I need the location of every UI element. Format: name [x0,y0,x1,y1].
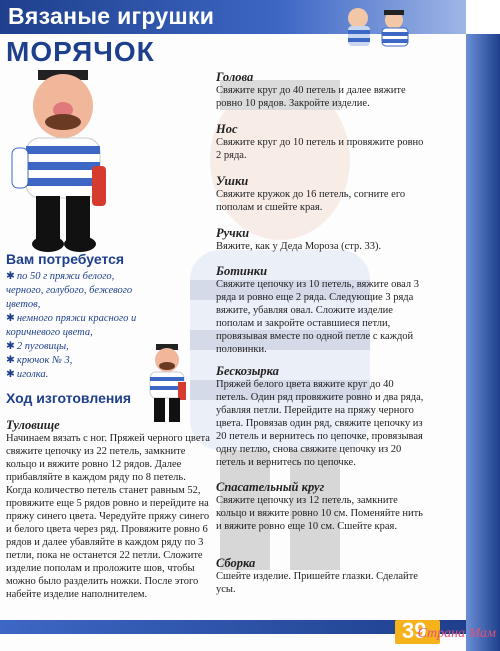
boots-heading: Ботинки [216,264,268,278]
page-header-title: Вязаные игрушки [8,3,215,29]
hands-heading: Ручки [216,226,250,240]
ears-heading: Ушки [216,174,249,188]
star-bullet-icon: ✱ [6,313,15,324]
header-toys-image [340,4,418,52]
assembly-heading: Сборка [216,556,256,570]
small-sailor-toy-photo [142,342,192,428]
ears-text: Свяжите кружок до 16 петель, согните его пополам и сшейте края. [216,189,406,213]
list-item: ✱ 2 пуговицы, [6,341,69,352]
boots-text: Свяжите цепочку из 10 петель, вяжите овал 3 ряда и ровно еще 2 ряда. Следующие 3 ряда вяжите, убавляя овал. Сложите изделие пополам и закройте оставшиеся петли, провязывая вместе по одной петле с каждой половинки. [216,279,420,355]
torso-text: Начинаем вязать с ног. Пряжей черного цвета свяжите цепочку из 22 петель, замкните кольцо и вяжите ровно 12 рядов. Далее прибавляйте в каждом ряду по 8 петель. Когда количество петель станет равным 52, провяжите еще 5 рядов ровно и перейдите на пряжу синего цвета. Чередуйте пряжу синего и белого цвета через ряд. Провяжите ровно 6 рядов и далее убавляйте в каждом ряду по 3 петли, пока не останется 22 петли. Сложите изделие пополам и проложите шов, чтобы можно было разделить ножки. После этого набейте изделие наполнителем. [6,433,210,600]
star-bullet-icon: ✱ [6,355,15,366]
footer [0,620,500,651]
right-strip-notch [466,0,500,34]
progress-heading: Ход изготовления [6,390,132,406]
list-item: ✱ немного пряжи красного и коричневого цвета, [6,313,137,338]
requirements-heading: Вам потребуется [6,251,125,267]
star-bullet-icon: ✱ [6,271,15,282]
list-item: ✱ по 50 г пряжи белого, черного, голубого, бежевого цветов, [6,271,133,310]
right-decor-strip [466,0,500,651]
lifebuoy-heading: Спасательный круг [216,480,325,494]
list-item: ✱ крючок № 3, [6,355,73,366]
watermark: Страна Мам [417,626,496,641]
assembly-text: Сшейте изделие. Пришейте глазки. Сделайте усы. [216,571,418,595]
requirements-list [6,270,154,382]
cap-heading: Бескозырка [216,364,279,378]
hands-text: Вяжите, как у Деда Мороза (стр. 33). [216,241,382,252]
torso-heading: Туловище [6,418,60,432]
nose-text: Свяжите круг до 10 петель и провяжите ровно 2 ряда. [216,137,424,161]
sailor-toy-photo [8,66,118,256]
head-heading: Голова [216,70,254,84]
list-item: ✱ иголка. [6,369,49,380]
page-number: 39 [402,618,427,643]
star-bullet-icon: ✱ [6,369,15,380]
nose-heading: Нос [216,122,238,136]
head-text: Свяжите круг до 40 петель и далее вяжите ровно 10 рядов. Закройте изделие. [216,85,406,109]
cap-text: Пряжей белого цвета вяжите круг до 40 петель. Один ряд провяжите ровно и два ряда, убавляя петли. Перейдите на пряжу черного цвета. Провязав один ряд, свяжите цепочку из 20 петель и вернитесь по цепочке, провязывая одну петлю, снова свяжите цепочку из 20 петель и вернитесь по цепочке. [216,379,424,468]
lifebuoy-text: Свяжите цепочку из 12 петель, замкните кольцо и вяжите ровно 10 см. Поменяйте нить и вяжите ровно еще 10 см. Сшейте края. [216,495,423,532]
star-bullet-icon: ✱ [6,341,15,352]
page-subtitle: МОРЯЧОК [6,36,155,67]
